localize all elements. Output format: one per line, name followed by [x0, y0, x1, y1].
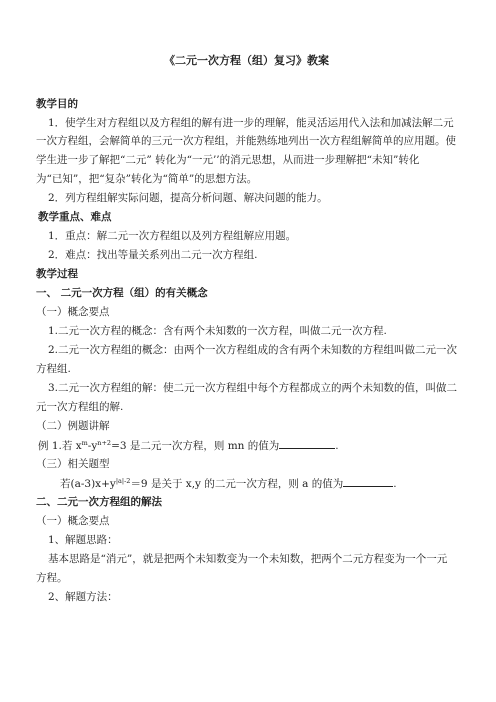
- process-heading: 教学过程: [36, 268, 78, 280]
- answer-blank: [279, 439, 335, 449]
- solving-idea-line: 基本思路是“消元”，就是把两个未知数变为一个未知数，把两个二元方程变为一个一元: [48, 553, 448, 565]
- goal-paragraph-line: 为“已知”，把“复杂”转化为“简单”的思想方法。: [36, 173, 258, 185]
- goal-paragraph-line: 学生进一步了解把“二元” 转化为“一元’’的消元思想，从而进一步理解把“未知”转化: [36, 154, 420, 166]
- section-2-subheading: （一）概念要点: [36, 515, 110, 527]
- key-point-2: 2．难点：找出等量关系列出二元一次方程组.: [48, 249, 258, 261]
- section-1-subheading: （一）概念要点: [36, 306, 110, 318]
- solving-idea-label: 1、解题思路：: [48, 534, 118, 546]
- solving-idea-line: 方程。: [36, 572, 68, 584]
- key-point-1: 1．重点：解二元一次方程组以及列方程组解应用题。: [48, 230, 297, 242]
- concept-1: 1.二元一次方程的概念：含有两个未知数的一次方程，叫做二元一次方程.: [48, 325, 387, 337]
- answer-blank: [343, 477, 393, 487]
- goal-heading: 教学目的: [36, 98, 78, 110]
- goal-paragraph-line: 1．使学生对方程组以及方程组的解有进一步的理解，能灵活运用代入法和加减法解二元: [48, 117, 454, 129]
- concept-3-line: 元一次方程组的解.: [36, 401, 124, 413]
- section-1-heading: 一、 二元一次方程（组）的有关概念: [36, 287, 208, 299]
- concept-3-line: 3.二元一次方程组的解：使二元一次方程组中每个方程都成立的两个未知数的值，叫做二: [48, 382, 458, 394]
- section-2-heading: 二、二元一次方程组的解法: [36, 496, 162, 508]
- document-title: 《二元一次方程（组）复习》教案: [164, 54, 329, 67]
- concept-2-line: 2.二元一次方程组的概念：由两个一次方程组成的含有两个未知数的方程组叫做二元一次: [48, 344, 458, 356]
- example-2: 若$(a-3)x+y^{|a|-2}=9$ 是关于 x,y 的二元一次方程，则 a 的值为 .: [60, 477, 397, 490]
- section-1-subheading: （三）相关题型: [36, 458, 110, 470]
- key-points-heading: 教学重点、难点: [38, 211, 112, 223]
- section-1-subheading: （二）例题讲解: [36, 420, 110, 432]
- example-1: 例 1.若 $x^m-y^{n+2}=3$ 是二元一次方程，则 mn 的值为 .: [38, 439, 339, 452]
- solving-method-label: 2、解题方法：: [48, 591, 118, 603]
- concept-2-line: 方程组.: [36, 363, 71, 375]
- goal-paragraph-line: 一次方程组，会解简单的三元一次方程组，并能熟练地列出一次方程组解简单的应用题。使: [36, 135, 456, 147]
- goal-item-2: 2．列方程组解实际问题，提高分析问题、解决问题的能力。: [48, 192, 328, 204]
